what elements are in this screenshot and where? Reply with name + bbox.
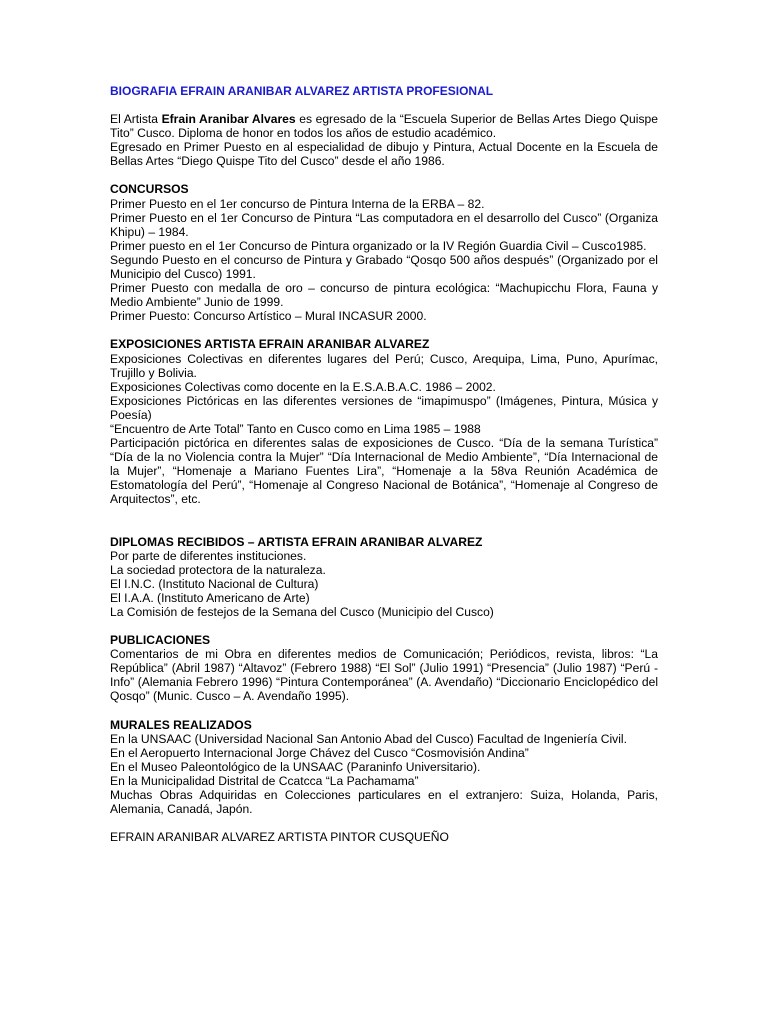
intro-rest: es egresado de la “Escuela Superior de Bellas Artes Diego Quispe Tito” Cusco. Diploma de honor en todos los años de estudio académico. xyxy=(110,112,658,141)
diploma-item: Por parte de diferentes instituciones. xyxy=(110,548,307,563)
mural-item: En la UNSAAC (Universidad Nacional San Antonio Abad del Cusco) Facultad de Ingeniería Civil. xyxy=(110,731,627,746)
concurso-item: Primer Puesto en el 1er Concurso de Pintura “Las computadora en el desarrollo del Cusco” (Organiza Khipu) – 1984. xyxy=(110,210,658,239)
publicaciones-section xyxy=(110,633,658,703)
document-page xyxy=(110,84,658,844)
mural-item: En la Municipalidad Distrital de Ccatcca “La Pachamama” xyxy=(110,773,419,788)
intro-second-paragraph: Egresado en Primer Puesto en al especialidad de dibujo y Pintura, Actual Docente en la Escuela de Bellas Artes “Diego Quispe Tito del Cusco” desde el año 1986. xyxy=(110,140,658,169)
intro-prefix: El Artista xyxy=(110,112,162,127)
exposiciones-heading: EXPOSICIONES ARTISTA EFRAIN ARANIBAR ALVAREZ xyxy=(110,337,430,352)
diploma-item: El I.N.C. (Instituto Nacional de Cultura) xyxy=(110,576,319,591)
concursos-heading: CONCURSOS xyxy=(110,182,189,197)
exposicion-item: Exposiciones Colectivas como docente en la E.S.A.B.A.C. 1986 – 2002. xyxy=(110,379,496,394)
diplomas-section xyxy=(110,535,658,620)
concurso-item: Primer Puesto en el 1er concurso de Pintura Interna de la ERBA – 82. xyxy=(110,196,485,211)
murales-section xyxy=(110,718,658,817)
mural-item: En el Museo Paleontológico de la UNSAAC (Paraninfo Universitario). xyxy=(110,759,481,774)
exposicion-item: Exposiciones Colectivas en diferentes lugares del Perú; Cusco, Arequipa, Lima, Puno, Apurímac, Trujillo y Bolivia. xyxy=(110,351,658,380)
concurso-item: Primer Puesto con medalla de oro – concurso de pintura ecológica: “Machupicchu Flora, Fauna y Medio Ambiente” Junio de 1999. xyxy=(110,281,658,310)
exposicion-item: “Encuentro de Arte Total” Tanto en Cusco como en Lima 1985 – 1988 xyxy=(110,421,481,436)
diploma-item: La Comisión de festejos de la Semana del Cusco (Municipio del Cusco) xyxy=(110,605,494,619)
diploma-item: La sociedad protectora de la naturaleza. xyxy=(110,562,326,577)
concurso-item: Primer puesto en el 1er Concurso de Pintura organizado or la IV Región Guardia Civil – Cusco1985. xyxy=(110,238,647,253)
intro-section xyxy=(110,112,658,168)
concursos-section xyxy=(110,182,658,323)
document-title: BIOGRAFIA EFRAIN ARANIBAR ALVAREZ ARTISTA PROFESIONAL xyxy=(110,84,494,98)
mural-item: En el Aeropuerto Internacional Jorge Chávez del Cusco “Cosmovisión Andina” xyxy=(110,745,529,760)
artist-name: Efrain Aranibar Alvares xyxy=(161,112,296,127)
murales-heading: MURALES REALIZADOS xyxy=(110,717,252,732)
concurso-item: Segundo Puesto en el concurso de Pintura y Grabado “Qosqo 500 años después” (Organizado por el Municipio del Cusco) 1991. xyxy=(110,252,658,282)
exposiciones-section xyxy=(110,337,658,506)
diploma-item: El I.A.A. (Instituto Americano de Arte) xyxy=(110,590,310,605)
exposicion-item: Participación pictórica en diferentes salas de exposiciones de Cusco. “Día de la semana Turística” “Día de la no Violencia contra la Mujer” “Día Internacional de Medio Ambiente”, “Día Internacional de la Mujer”, “Homenaje a Mariano Fuentes Lira”, “Homenaje a la 58va Reunión Académica de Estomatología del Perú”, “Homenaje al Congreso Nacional de Botánica”, “Homenaje al Congreso de Arquitectos”, etc. xyxy=(110,436,658,507)
intro-paragraph xyxy=(110,112,658,140)
exposicion-item: Exposiciones Pictóricas en las diferentes versiones de “imapimuspo” (Imágenes, Pintura, Música y Poesía) xyxy=(110,393,658,422)
publicacion-item: Comentarios de mi Obra en diferentes medios de Comunicación; Periódicos, revista, libros: “La República” (Abril 1987) “Altavoz” (Febrero 1988) “El Sol” (Julio 1991) “Presencia” (Julio 1987) “Perú - Info” (Alemania Febrero 1996) “Pintura Contemporánea” (A. Avendaño) “Diccionario Enciclopédico del Qosqo” (Munic. Cusco – A. Avendaño 1995). xyxy=(110,647,658,704)
mural-item: Muchas Obras Adquiridas en Colecciones particulares en el extranjero: Suiza, Holanda, Paris, Alemania, Canadá, Japón. xyxy=(110,788,658,817)
concurso-item: Primer Puesto: Concurso Artístico – Mural INCASUR 2000. xyxy=(110,309,427,324)
closing-line: EFRAIN ARANIBAR ALVAREZ ARTISTA PINTOR CUSQUEÑO xyxy=(110,830,449,845)
diplomas-heading: DIPLOMAS RECIBIDOS – ARTISTA EFRAIN ARANIBAR ALVAREZ xyxy=(110,534,483,549)
publicaciones-heading: PUBLICACIONES xyxy=(110,633,211,648)
